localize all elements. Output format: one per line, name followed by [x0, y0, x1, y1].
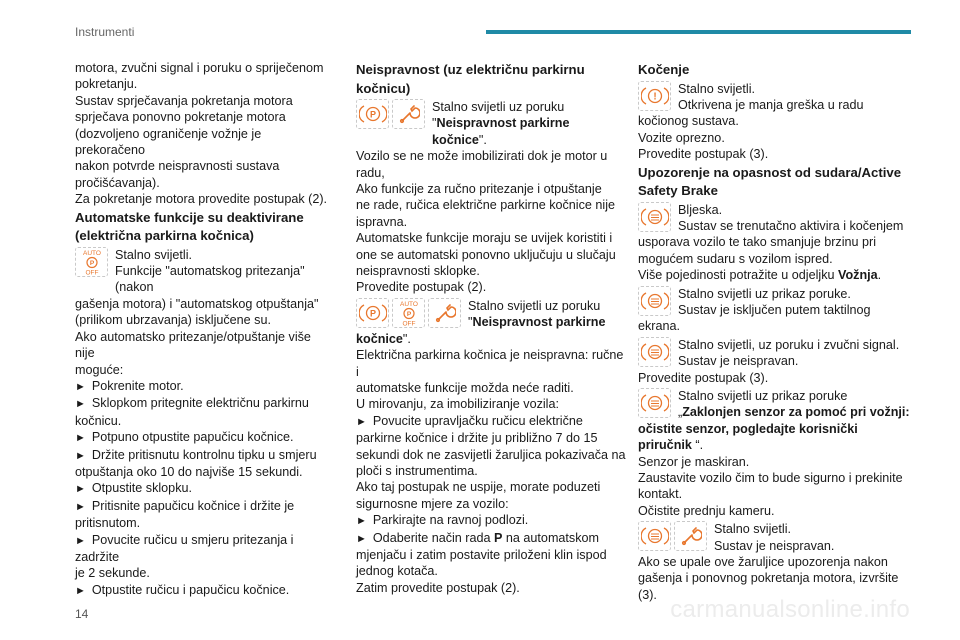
indicator-text: Bljeska. — [678, 202, 723, 217]
body-text: Električna parkirna kočnica je neispravna: ručne i — [356, 348, 624, 379]
body-text: gašenja i ponovnog pokretanja motora, izvršite — [638, 571, 899, 586]
indicator-row — [75, 247, 330, 296]
body-text: očistite senzor, pogledajte korisnički — [638, 421, 858, 436]
step-item-continued: sekundi dok ne zasvijetli žaruljica pokazivača na — [356, 447, 626, 462]
page-number: 14 — [75, 607, 89, 621]
collision-warning-icon — [638, 388, 671, 418]
body-text: moguće: — [75, 362, 124, 377]
svg-text:AUTO: AUTO — [82, 249, 101, 257]
step-item: ► Otpustite sklopku. — [75, 480, 330, 497]
step-item-continued: parkirne kočnice i držite ju približno 7 do 15 — [356, 431, 598, 446]
column-3 — [638, 60, 910, 603]
indicator-row — [356, 298, 626, 331]
body-text: Automatske funkcije moraju se uvijek koristiti i — [356, 231, 613, 246]
wrench-icon — [674, 521, 707, 551]
step-item: ► Pritisnite papučicu kočnice i držite je — [75, 498, 330, 515]
svg-text:P: P — [369, 109, 376, 120]
svg-text:!: ! — [652, 91, 657, 102]
indicator-row — [638, 286, 910, 319]
body-text: Vozilo se ne može imobilizirati dok je motor u — [356, 149, 608, 164]
section-heading: (električna parkirna kočnica) — [75, 228, 254, 244]
indicator-text: Sustav je isključen putem taktilnog — [678, 302, 871, 317]
step-item: ► Držite pritisnutu kontrolnu tipku u smjeru — [75, 447, 330, 464]
body-text: kočionog sustava. — [638, 114, 739, 129]
indicator-text: Stalno svijetli, uz poruku i zvučni signal. — [678, 337, 900, 352]
intro-text: (dozvoljeno ograničenje vožnje je prekoračeno — [75, 126, 262, 158]
indicator-text-continued: kočnice". — [356, 331, 411, 346]
indicator-text: Sustav je neispravan. — [678, 354, 799, 369]
indicator-row — [638, 202, 910, 235]
body-text: sigurnosne mjere za vozilo: — [356, 496, 509, 511]
parking-brake-warning-icon — [356, 298, 389, 328]
auto-off-parking-icon — [392, 298, 425, 328]
intro-text: pokretanju. — [75, 77, 138, 92]
step-item: ► Pokrenite motor. — [75, 378, 330, 395]
step-item: ► Otpustite ručicu i papučicu kočnice. — [75, 582, 330, 599]
body-text: radu, — [356, 165, 385, 180]
body-text: Ako taj postupak ne uspije, morate poduzeti — [356, 480, 601, 495]
indicator-text: Stalno svijetli uz poruku — [468, 298, 601, 313]
indicator-text: „Zaklonjen senzor za pomoć pri vožnji: — [678, 405, 910, 420]
step-item: ► Odaberite način rada P na automatskom — [356, 530, 626, 547]
collision-warning-icon — [638, 202, 671, 232]
section-heading: Safety Brake — [638, 183, 718, 199]
indicator-text: Sustav se trenutačno aktivira i kočenjem — [678, 218, 904, 233]
collision-warning-icon — [638, 337, 671, 367]
indicator-text: "Neispravnost parkirne kočnice". — [432, 116, 570, 147]
body-text: (3). — [638, 587, 657, 602]
svg-text:P: P — [406, 310, 411, 318]
body-text: Ako funkcije za ručno pritezanje i otpuštanje — [356, 182, 602, 197]
column-2 — [356, 60, 626, 596]
section-heading: Neispravnost (uz električnu parkirnu — [356, 62, 585, 77]
body-text: automatske funkcije možda neće raditi. — [356, 380, 574, 395]
indicator-text: Stalno svijetli uz poruku — [432, 100, 565, 114]
indicator-text: Stalno svijetli. — [714, 522, 791, 537]
intro-text: motora, zvučni signal i poruku o spriječenom — [75, 61, 324, 75]
parking-brake-warning-icon — [356, 99, 389, 129]
watermark: carmanualsonline.info — [670, 596, 910, 623]
body-text: ispravna. — [356, 214, 408, 229]
indicator-row — [638, 337, 910, 370]
wrench-icon — [392, 99, 425, 129]
collision-warning-icon — [638, 286, 671, 316]
body-text: Provedite postupak (3). — [638, 370, 769, 385]
indicator-text: "Neispravnost parkirne — [468, 315, 606, 330]
indicator-text: Stalno svijetli uz prikaz poruke — [678, 389, 848, 403]
header-title: Instrumenti — [75, 25, 135, 39]
body-text: usporava vozilo te tako smanjuje brzinu pri — [638, 235, 877, 250]
indicator-text: Stalno svijetli uz prikaz poruke. — [678, 286, 851, 301]
body-text: (prilikom ubrzavanja) isključene su. — [75, 313, 271, 328]
header-accent-bar — [486, 30, 911, 34]
body-text: neispravnosti sklopke. — [356, 264, 480, 279]
body-text: Očistite prednju kameru. — [638, 503, 775, 518]
step-item-continued: kočnicu. — [75, 413, 122, 428]
intro-text: nakon potvrde neispravnosti sustava — [75, 159, 280, 174]
body-text: Senzor je maskiran. — [638, 454, 750, 469]
body-text: priručnik “. — [638, 438, 704, 453]
svg-text:P: P — [369, 308, 376, 319]
body-text: mogućem sudaru s vozilom ispred. — [638, 251, 833, 266]
step-item-continued: pritisnutom. — [75, 516, 141, 531]
section-heading: kočnicu) — [356, 80, 411, 96]
svg-text:OFF: OFF — [85, 269, 98, 276]
step-item: ► Potpuno otpustite papučicu kočnice. — [75, 429, 330, 446]
svg-text:P: P — [89, 259, 94, 267]
indicator-text: Sustav je neispravan. — [714, 538, 835, 553]
indicator-row — [638, 521, 910, 554]
indicator-text: Otkrivena je manja greška u radu — [678, 97, 864, 112]
svg-text:AUTO: AUTO — [399, 300, 418, 308]
indicator-row — [638, 388, 910, 421]
body-text: ne rade, ručica električne parkirne kočnice nije — [356, 198, 616, 213]
column-1 — [75, 60, 330, 599]
body-text: U mirovanju, za imobiliziranje vozila: — [356, 397, 559, 412]
step-item-continued: ploči s instrumentima. — [356, 463, 478, 478]
auto-off-parking-icon — [75, 247, 108, 277]
step-item: ► Povucite upravljačku ručicu električne — [356, 413, 626, 430]
step-item-continued: jednog kotača. — [356, 564, 438, 579]
intro-text: Za pokretanje motora provedite postupak (2). — [75, 192, 328, 207]
step-item-continued: je 2 sekunde. — [75, 566, 150, 581]
step-item: ► Parkirajte na ravnoj podlozi. — [356, 512, 626, 529]
indicator-text: Funkcije "automatskog pritezanja" (nakon — [115, 264, 305, 295]
collision-warning-icon — [638, 521, 671, 551]
step-item: ► Sklopkom pritegnite električnu parkirnu — [75, 395, 330, 412]
svg-text:OFF: OFF — [402, 320, 415, 327]
body-text: kontakt. — [638, 487, 683, 502]
body-text: Ako automatsko pritezanje/otpuštanje više nije — [75, 329, 311, 361]
brake-warning-icon — [638, 81, 671, 111]
body-text: Vozite oprezno. — [638, 130, 725, 145]
body-text: Zatim provedite postupak (2). — [356, 580, 520, 595]
section-heading: Automatske funkcije su deaktivirane — [75, 209, 304, 225]
indicator-row — [356, 99, 626, 148]
intro-text: sprječava ponovno pokretanje motora — [75, 110, 286, 125]
body-text: Ako se upale ove žaruljice upozorenja nakon — [638, 555, 888, 570]
indicator-row — [638, 81, 910, 114]
step-item-continued: otpuštanja oko 10 do najviše 15 sekundi. — [75, 464, 303, 479]
body-text: one se automatski ponovno uključuju u slučaju — [356, 247, 616, 262]
step-item: ► Povucite ručicu u smjeru pritezanja i zadržite — [75, 532, 330, 566]
body-text: Zaustavite vozilo čim to bude sigurno i prekinite — [638, 471, 903, 486]
intro-text: Sustav sprječavanja pokretanja motora — [75, 93, 293, 108]
section-heading: Kočenje — [638, 62, 690, 77]
indicator-text: Stalno svijetli. — [678, 81, 755, 96]
intro-text: pročišćavanja). — [75, 175, 160, 190]
wrench-icon — [428, 298, 461, 328]
step-item-continued: mjenjaču i zatim postavite priloženi klin ispod — [356, 547, 607, 562]
indicator-text: Stalno svijetli. — [115, 247, 192, 262]
body-text: ekrana. — [638, 319, 681, 334]
body-text: Provedite postupak (2). — [356, 280, 487, 295]
section-heading: Upozorenje na opasnost od sudara/Active — [638, 164, 902, 180]
body-text: gašenja motora) i "automatskog otpuštanja" — [75, 296, 319, 311]
body-text: Provedite postupak (3). — [638, 147, 769, 162]
body-text: Više pojedinosti potražite u odjeljku Vožnja. — [638, 268, 882, 283]
